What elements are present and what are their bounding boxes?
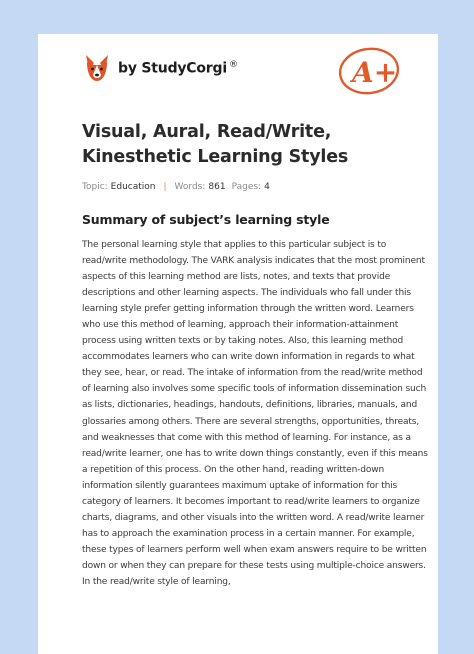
document-meta [82, 182, 270, 192]
document-page [38, 34, 438, 654]
document-title: Visual, Aural, Read/Write, Kinesthetic Learning Styles [82, 122, 349, 167]
words-count: 861 [208, 182, 226, 192]
pages-label: Pages: [231, 182, 262, 192]
brand-name: by StudyCorgi ® [118, 59, 238, 77]
grade-text: A+ [352, 56, 398, 89]
topic-link[interactable]: Education [110, 182, 156, 192]
topic-label: Topic: [82, 182, 108, 192]
grade-badge [336, 44, 406, 96]
pages-count: 4 [264, 182, 270, 192]
words-label: Words: [174, 182, 206, 192]
brand-header[interactable] [82, 51, 238, 85]
corgi-icon [82, 53, 112, 83]
meta-separator: | [163, 182, 167, 192]
section-heading: Summary of subject’s learning style [82, 212, 330, 227]
body-paragraph: The personal learning style that applies to this particular subject is to read/write methodology. The VARK analysis indicates that the most prominent aspects of this learning method are lists, notes, and texts that provide descriptions and other learning aspects. The individuals who fall under this learning style prefer getting information through the written word. Learners who use this method of learning, approach their information-attainment process using written texts or by taking notes. Also, this learning method accommodates learners who can write down information in regards to what they see, hear, or read. The intake of information from the read/write method of learning also involves some specific tools of information dissemination such as lists, dictionaries, headings, handouts, definitions, libraries, manuals, and glossaries among others. There are several strengths, opportunities, threats, and weaknesses that come with this method of learning. For instance, as a read/write learner, one has to write down things constantly, even if this means a repetition of this process. On the other hand, reading written-down information silently guarantees maximum uptake of information for this category of learners. It becomes important to read/write learners to organize charts, diagrams, and other visuals into the written word. A read/write learner has to approach the examination process in a certain manner. For example, these types of learners perform well when exam answers require to be written down or when they can prepare for these tests using multiple-choice answers. In the read/write style of learning, [82, 240, 428, 587]
